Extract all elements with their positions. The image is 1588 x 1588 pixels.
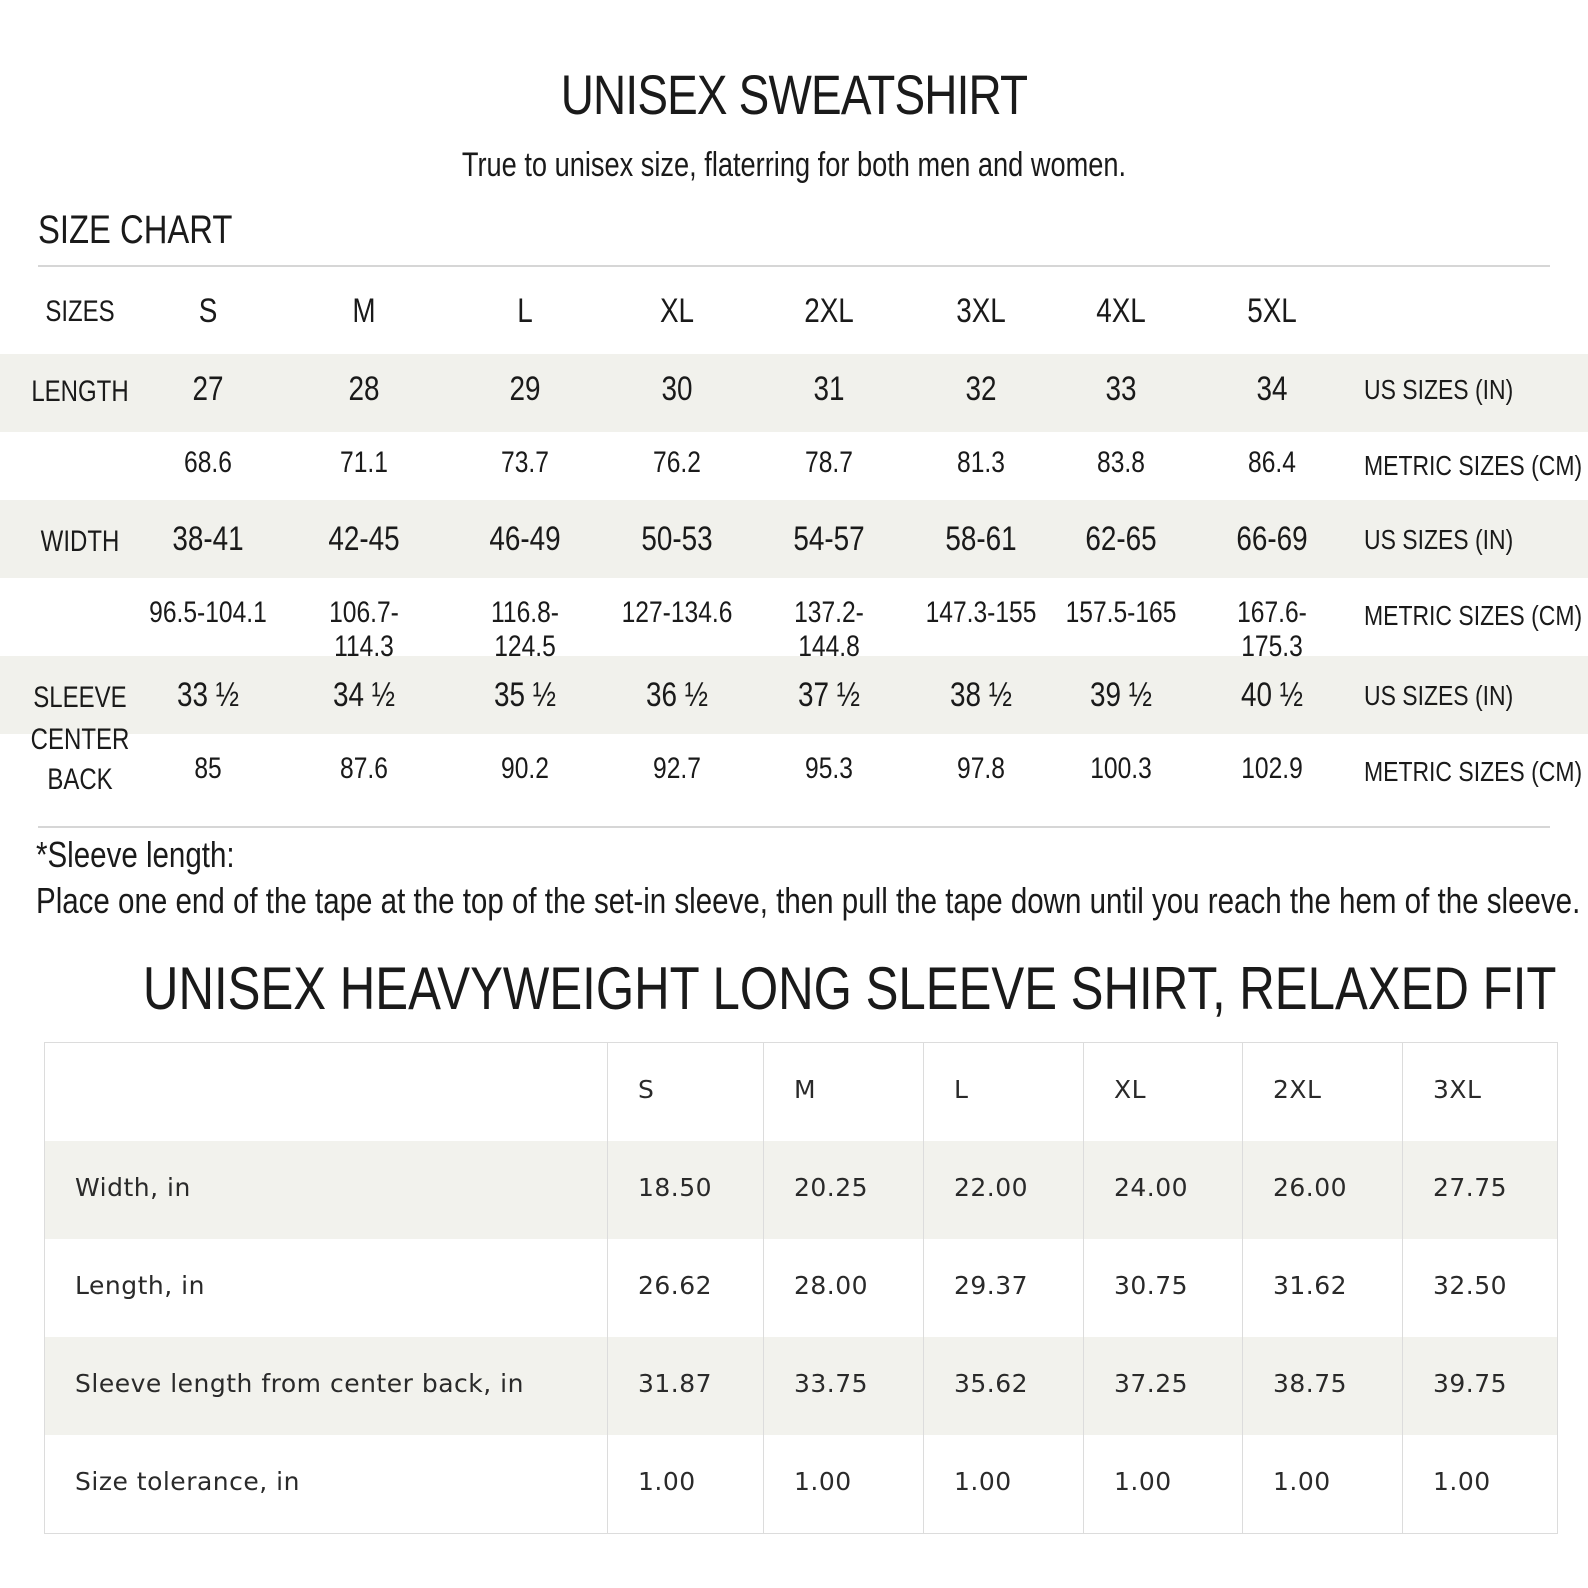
column-divider: [1083, 1043, 1084, 1533]
size-value: 116.8-124.5: [491, 596, 559, 663]
row-label: WIDTH: [40, 525, 120, 558]
size-value: 35.62: [954, 1369, 1029, 1398]
size-value: 28.00: [794, 1271, 869, 1300]
size-value: 66-69: [1236, 520, 1308, 558]
size-header: 5XL: [1247, 292, 1297, 330]
size-header: M: [352, 292, 376, 330]
size-header: 2XL: [804, 292, 854, 330]
column-divider: [1402, 1043, 1403, 1533]
longsleeve-size-table: [44, 1042, 1558, 1534]
unit-label: METRIC SIZES (CM): [1364, 756, 1583, 787]
size-value: 37.25: [1114, 1369, 1189, 1398]
size-value: 32.50: [1433, 1271, 1508, 1300]
unit-label: US SIZES (IN): [1364, 374, 1514, 405]
size-value: 76.2: [653, 446, 701, 479]
size-value: 29.37: [954, 1271, 1029, 1300]
size-value: 30: [661, 370, 693, 408]
size-header: 3XL: [956, 292, 1006, 330]
size-value: 30.75: [1114, 1271, 1189, 1300]
size-value: 87.6: [340, 752, 388, 785]
size-value: 36 ½: [645, 676, 709, 714]
size-value: 42-45: [328, 520, 400, 558]
row-label: Width, in: [75, 1173, 191, 1202]
size-header: 3XL: [1433, 1075, 1482, 1104]
sleeve-label-line: BACK: [47, 763, 113, 796]
size-value: 85: [194, 752, 222, 785]
size-value: 1.00: [954, 1467, 1012, 1496]
size-value: 78.7: [805, 446, 853, 479]
size-value: 26.62: [638, 1271, 713, 1300]
unit-label: US SIZES (IN): [1364, 680, 1514, 711]
size-value: 96.5-104.1: [149, 596, 267, 629]
size-value: 46-49: [489, 520, 561, 558]
size-value: 106.7-114.3: [329, 596, 399, 663]
size-value: 90.2: [501, 752, 549, 785]
size-value: 31.62: [1273, 1271, 1348, 1300]
size-header: M: [794, 1075, 817, 1104]
size-value: 157.5-165: [1065, 596, 1177, 629]
size-value: 147.3-155: [925, 596, 1037, 629]
column-divider: [607, 1043, 608, 1533]
row-label: Length, in: [75, 1271, 205, 1300]
sleeve-label-line: CENTER: [30, 723, 130, 756]
size-value: 73.7: [501, 446, 549, 479]
row-label: LENGTH: [31, 375, 129, 408]
sweatshirt-title: UNISEX SWEATSHIRT: [560, 63, 1028, 126]
size-value: 50-53: [641, 520, 713, 558]
size-value: 27: [192, 370, 224, 408]
size-value: 83.8: [1097, 446, 1145, 479]
size-value: 1.00: [1433, 1467, 1491, 1496]
size-value: 34 ½: [332, 676, 396, 714]
size-value: 22.00: [954, 1173, 1029, 1202]
size-header: L: [517, 292, 533, 330]
size-value: 29: [509, 370, 541, 408]
size-value: 58-61: [945, 520, 1017, 558]
unit-label: METRIC SIZES (CM): [1364, 450, 1583, 481]
size-value: 38.75: [1273, 1369, 1348, 1398]
size-value: 1.00: [794, 1467, 852, 1496]
size-value: 20.25: [794, 1173, 869, 1202]
size-header: S: [198, 292, 218, 330]
size-value: 31.87: [638, 1369, 713, 1398]
unit-label: METRIC SIZES (CM): [1364, 600, 1583, 631]
size-value: 68.6: [184, 446, 232, 479]
column-divider: [763, 1043, 764, 1533]
size-header: XL: [1114, 1075, 1147, 1104]
column-divider: [923, 1043, 924, 1533]
size-value: 127-134.6: [621, 596, 733, 629]
unit-label: US SIZES (IN): [1364, 524, 1514, 555]
size-value: 62-65: [1085, 520, 1157, 558]
size-value: 40 ½: [1240, 676, 1304, 714]
size-value: 33: [1105, 370, 1137, 408]
size-value: 137.2-144.8: [794, 596, 864, 663]
size-value: 81.3: [957, 446, 1005, 479]
size-value: 37 ½: [797, 676, 861, 714]
size-value: 54-57: [793, 520, 865, 558]
size-value: 39 ½: [1089, 676, 1153, 714]
size-value: 38 ½: [949, 676, 1013, 714]
sweatshirt-subtitle: True to unisex size, flaterring for both men and women.: [461, 146, 1127, 184]
size-value: 92.7: [653, 752, 701, 785]
size-value: 102.9: [1241, 752, 1303, 785]
size-value: 26.00: [1273, 1173, 1348, 1202]
size-header: XL: [659, 292, 695, 330]
size-value: 1.00: [1114, 1467, 1172, 1496]
size-value: 39.75: [1433, 1369, 1508, 1398]
row-label: Sleeve length from center back, in: [75, 1369, 524, 1398]
size-value: 32: [965, 370, 997, 408]
size-value: 1.00: [638, 1467, 696, 1496]
size-header: 2XL: [1273, 1075, 1322, 1104]
size-value: 18.50: [638, 1173, 713, 1202]
size-value: 35 ½: [493, 676, 557, 714]
size-value: 86.4: [1248, 446, 1296, 479]
size-value: 28: [348, 370, 380, 408]
size-header: 4XL: [1096, 292, 1146, 330]
size-header: S: [638, 1075, 655, 1104]
size-header: L: [954, 1075, 969, 1104]
size-value: 33.75: [794, 1369, 869, 1398]
sleeve-note-title: *Sleeve length:: [36, 834, 235, 875]
size-value: 24.00: [1114, 1173, 1189, 1202]
sleeve-note-text: Place one end of the tape at the top of the set-in sleeve, then pull the tape down until you reach the hem of the sleeve.: [36, 880, 1581, 921]
size-value: 95.3: [805, 752, 853, 785]
size-value: 33 ½: [176, 676, 240, 714]
sizes-header-label: SIZES: [45, 295, 115, 328]
row-label: Size tolerance, in: [75, 1467, 300, 1496]
size-value: 71.1: [340, 446, 388, 479]
size-value: 27.75: [1433, 1173, 1508, 1202]
size-value: 97.8: [957, 752, 1005, 785]
size-chart-label: SIZE CHART: [38, 208, 233, 252]
size-value: 31: [813, 370, 845, 408]
bottom-divider: [38, 826, 1550, 828]
size-value: 167.6-175.3: [1237, 596, 1307, 663]
size-value: 100.3: [1090, 752, 1152, 785]
size-value: 34: [1256, 370, 1288, 408]
size-value: 1.00: [1273, 1467, 1331, 1496]
sleeve-label-line: SLEEVE: [33, 681, 127, 714]
size-value: 38-41: [172, 520, 244, 558]
longsleeve-title: UNISEX HEAVYWEIGHT LONG SLEEVE SHIRT, RELAXED FIT: [142, 955, 1557, 1022]
column-divider: [1242, 1043, 1243, 1533]
top-divider: [38, 265, 1550, 267]
